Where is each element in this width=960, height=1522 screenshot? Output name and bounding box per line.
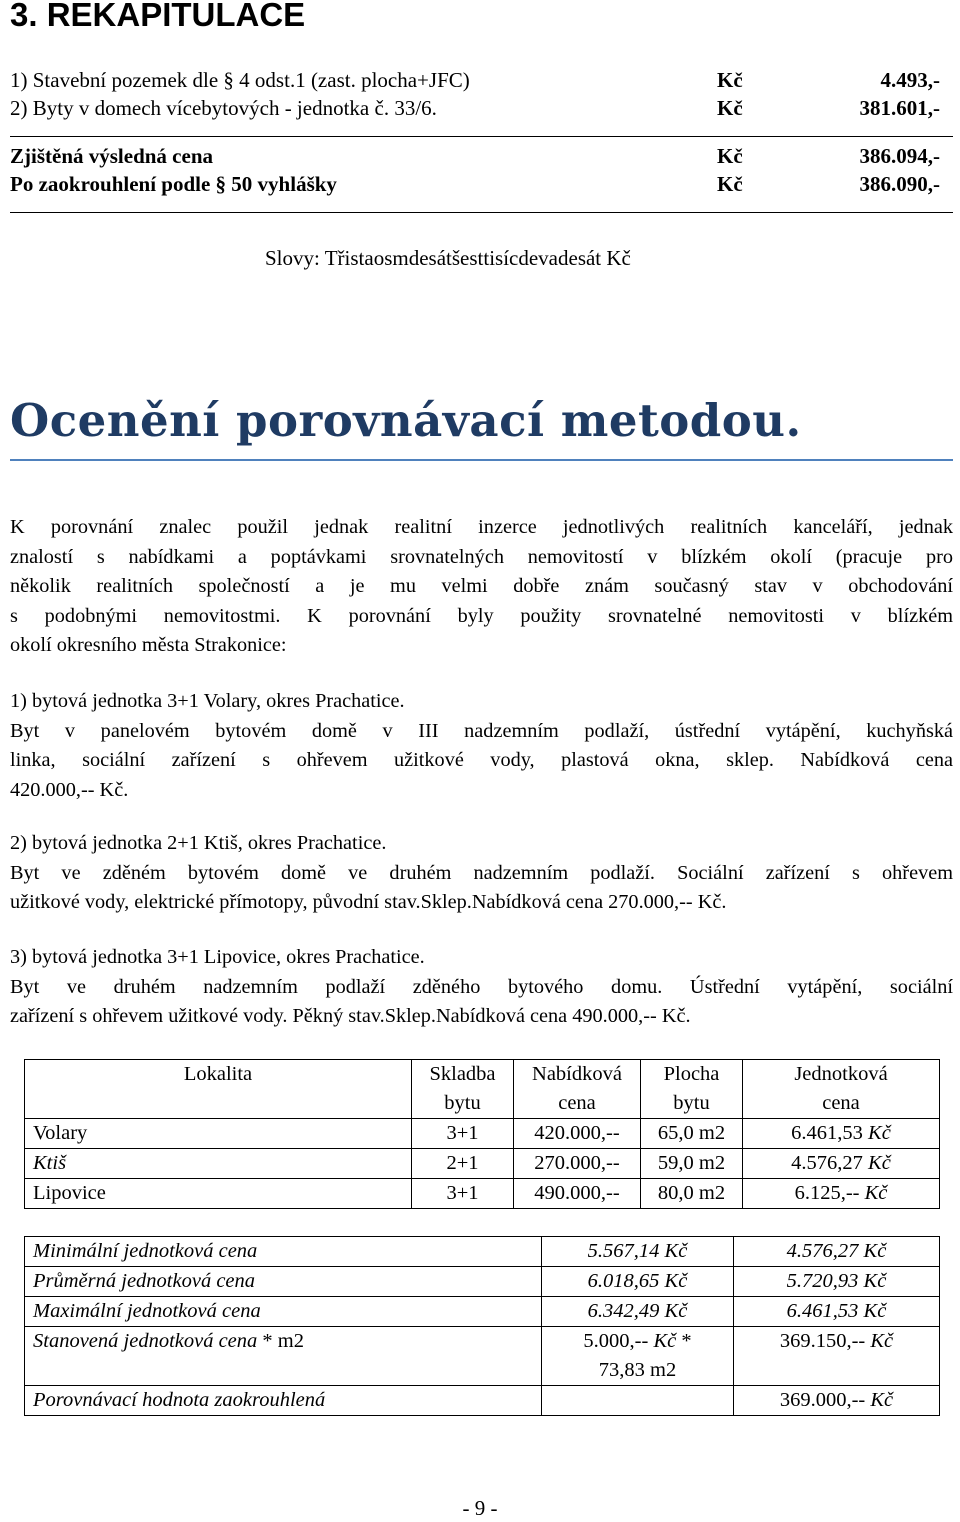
summary-label: Průměrná jednotková cena: [25, 1267, 542, 1297]
summary-value: 5.567,14 Kč: [542, 1237, 734, 1267]
recap-label-2: 2) Byty v domech vícebytových - jednotka č. 33/6.: [10, 96, 437, 120]
cell-skladba: 2+1: [412, 1149, 514, 1179]
recap-currency-3: Kč: [717, 144, 743, 168]
table-header-row: [25, 1060, 940, 1119]
recap-amount-4: 386.090,-: [859, 172, 940, 196]
text-line: K porovnání znalec použil jednak realitní inzerce jednotlivých realitních kanceláří, jednak: [10, 516, 953, 538]
summary-value: 6.018,65 Kč: [542, 1267, 734, 1297]
section-heading: Ocenění porovnávací metodou.: [10, 394, 802, 447]
cell-lokalita: Ktiš: [25, 1149, 412, 1179]
header-cell: Jednotková cena: [743, 1060, 940, 1119]
section-title: 3. REKAPITULACE: [10, 0, 306, 33]
header-cell: Plocha bytu: [641, 1060, 743, 1119]
cell-lokalita: Lipovice: [25, 1179, 412, 1209]
cell-cena: 490.000,--: [514, 1179, 641, 1209]
item-title: 3) bytová jednotka 3+1 Lipovice, okres Prachatice.: [10, 946, 425, 968]
item-2: [10, 829, 953, 918]
recap-currency-1: Kč: [717, 68, 743, 92]
divider: [10, 212, 953, 213]
recap-label-4: Po zaokrouhlení podle § 50 vyhlášky: [10, 172, 337, 196]
header-cell: Skladba bytu: [412, 1060, 514, 1119]
cell-jednotkova: 6.125,-- Kč: [743, 1179, 940, 1209]
cell-lokalita: Volary: [25, 1119, 412, 1149]
cell-plocha: 80,0 m2: [641, 1179, 743, 1209]
recap-currency-4: Kč: [717, 172, 743, 196]
text-line: Byt ve druhém nadzemním podlaží zděného bytového domu. Ústřední vytápění, sociální: [10, 975, 953, 998]
summary-value: 369.000,-- Kč: [734, 1386, 940, 1416]
summary-value: [542, 1386, 734, 1416]
page-number: - 9 -: [462, 1496, 498, 1520]
header-cell: Nabídková cena: [514, 1060, 641, 1119]
summary-label: Maximální jednotková cena: [25, 1297, 542, 1327]
summary-label: Stanovená jednotková cena * m2: [25, 1327, 542, 1386]
item-title: 2) bytová jednotka 2+1 Ktiš, okres Prachatice.: [10, 832, 387, 854]
summary-value: 5.720,93 Kč: [734, 1267, 940, 1297]
summary-value: 4.576,27 Kč: [734, 1237, 940, 1267]
recap-amount-3: 386.094,-: [859, 144, 940, 168]
summary-label: Minimální jednotková cena: [25, 1237, 542, 1267]
text-line: linka, sociální zařízení s ohřevem užitkové vody, plastová okna, sklep. Nabídková cena: [10, 749, 953, 772]
comparison-table: [24, 1059, 940, 1209]
summary-label: Porovnávací hodnota zaokrouhlená: [25, 1386, 542, 1416]
table-row: [25, 1149, 940, 1179]
price-in-words: Slovy: Třistaosmdesátšesttisícdevadesát Kč: [265, 246, 631, 270]
text-line: znalostí s nabídkami a poptávkami srovnatelných nemovitostí v blízkém okolí (pracuje pro: [10, 545, 953, 568]
text-line: okolí okresního města Strakonice:: [10, 634, 287, 657]
recap-currency-2: Kč: [717, 96, 743, 120]
item-title: 1) bytová jednotka 3+1 Volary, okres Prachatice.: [10, 690, 405, 712]
cell-cena: 270.000,--: [514, 1149, 641, 1179]
text-line: 420.000,-- Kč.: [10, 778, 129, 801]
cell-skladba: 3+1: [412, 1179, 514, 1209]
table-row: [25, 1267, 940, 1297]
recap-amount-2: 381.601,-: [859, 96, 940, 120]
cell-jednotkova: 6.461,53 Kč: [743, 1119, 940, 1149]
summary-value: 6.461,53 Kč: [734, 1297, 940, 1327]
text-line: zařízení s ohřevem užitkové vody. Pěkný stav.Sklep.Nabídková cena 490.000,-- Kč.: [10, 1005, 691, 1028]
intro-paragraph: [10, 513, 953, 661]
item-3: [10, 943, 953, 1032]
text-line: několik realitních společností a je mu velmi dobře znám současný stav v obchodování: [10, 575, 953, 598]
table-row: [25, 1386, 940, 1416]
text-line: Byt v panelovém bytovém domě v III nadzemním podlaží, ústřední vytápění, kuchyňská: [10, 719, 953, 742]
text-line: užitkové vody, elektrické přímotopy, původní stav.Sklep.Nabídková cena 270.000,-- Kč.: [10, 891, 727, 914]
text-line: s podobnými nemovitostmi. K porovnání byly použity srovnatelné nemovitosti v blízkém: [10, 604, 953, 627]
header-cell: Lokalita: [25, 1060, 412, 1119]
table-row: [25, 1179, 940, 1209]
summary-table: [24, 1236, 940, 1416]
table-row: [25, 1119, 940, 1149]
text-line: Byt ve zděném bytovém domě ve druhém nadzemním podlaží. Sociální zařízení s ohřevem: [10, 861, 953, 884]
recap-amount-1: 4.493,-: [880, 68, 940, 92]
recap-label-3: Zjištěná výsledná cena: [10, 144, 214, 168]
summary-value: 369.150,-- Kč: [734, 1327, 940, 1386]
item-1: [10, 687, 953, 805]
cell-plocha: 65,0 m2: [641, 1119, 743, 1149]
cell-skladba: 3+1: [412, 1119, 514, 1149]
divider: [10, 136, 953, 137]
table-row: [25, 1297, 940, 1327]
recap-label-1: 1) Stavební pozemek dle § 4 odst.1 (zast. plocha+JFC): [10, 68, 470, 92]
cell-jednotkova: 4.576,27 Kč: [743, 1149, 940, 1179]
cell-cena: 420.000,--: [514, 1119, 641, 1149]
summary-value: 5.000,-- Kč * 73,83 m2: [542, 1327, 734, 1386]
table-row: [25, 1327, 940, 1386]
cell-plocha: 59,0 m2: [641, 1149, 743, 1179]
table-row: [25, 1237, 940, 1267]
summary-value: 6.342,49 Kč: [542, 1297, 734, 1327]
heading-underline: [10, 459, 953, 461]
